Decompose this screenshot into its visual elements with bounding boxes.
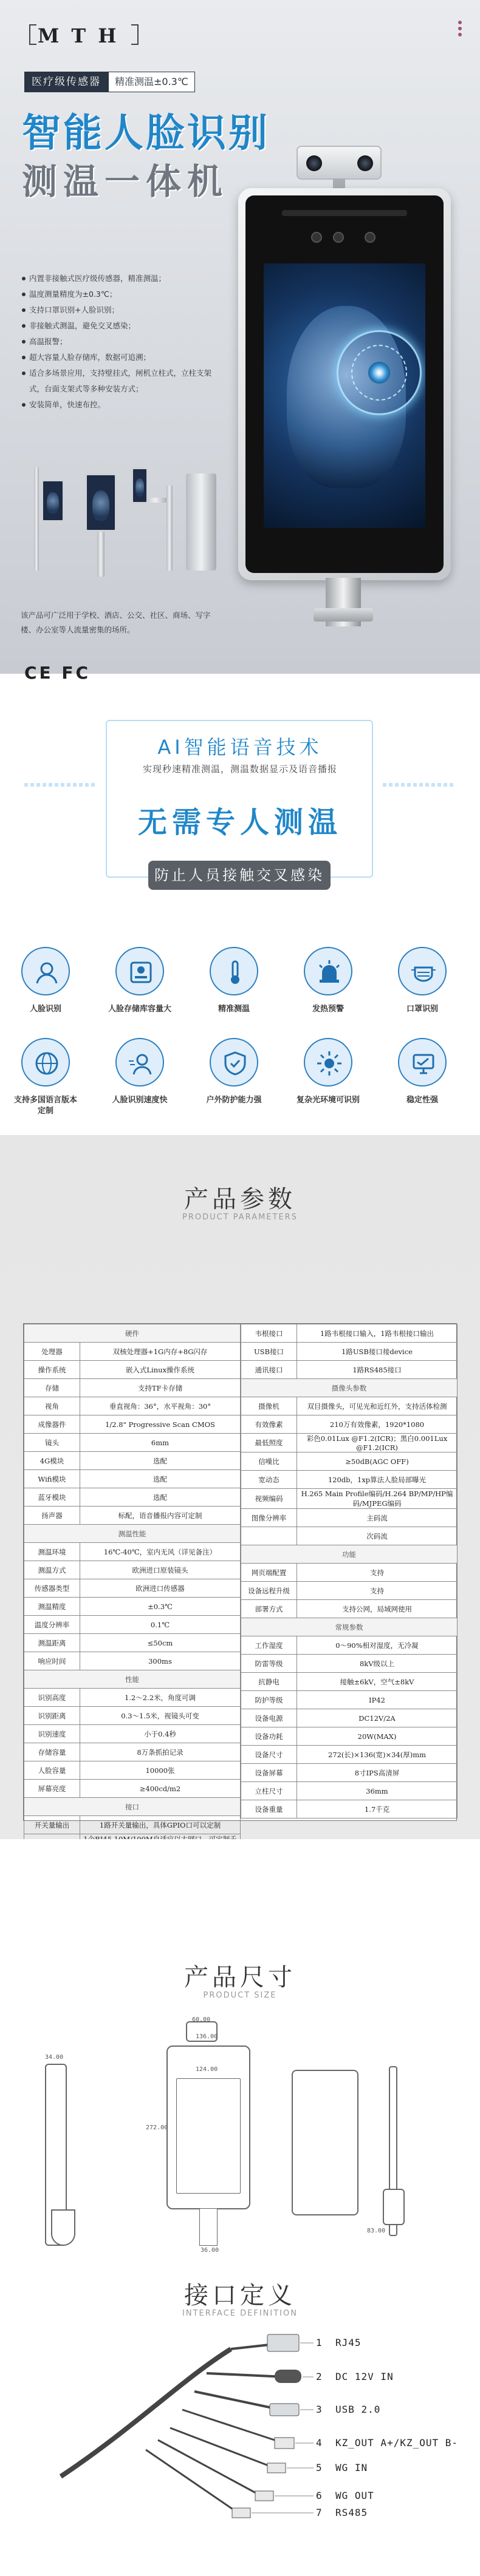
- param-value: 标配，语音播报内容可定制: [80, 1507, 241, 1525]
- feature-label: 人脸识别: [29, 1005, 61, 1014]
- param-row: [24, 1343, 241, 1361]
- param-row: [24, 1798, 241, 1816]
- param-row: [24, 1634, 241, 1652]
- param-key: 图像分辨率: [241, 1509, 297, 1527]
- param-row: [24, 1543, 241, 1561]
- feature-cell: [389, 947, 456, 1015]
- param-group-heading: 常规参数: [241, 1618, 458, 1636]
- param-key: 温度分辨率: [24, 1616, 80, 1634]
- param-key: 传感器类型: [24, 1579, 80, 1598]
- stability-icon: [410, 1050, 437, 1077]
- param-row: [241, 1782, 458, 1800]
- param-value: 8kV级以上: [297, 1655, 458, 1673]
- feature-cell: [12, 947, 79, 1015]
- dim-camera: 60.00: [192, 2016, 211, 2023]
- param-value: 210万有效像素，1920*1080: [297, 1415, 458, 1434]
- size-subtitle: PRODUCT SIZE: [203, 1991, 277, 2000]
- param-value: DC12V/2A: [297, 1709, 458, 1727]
- param-row: [24, 1361, 241, 1379]
- param-value: 16℃-40℃，室内无风（详见备注）: [80, 1543, 241, 1561]
- param-row: [241, 1691, 458, 1709]
- port-label: DC 12V IN: [335, 2371, 394, 2382]
- param-row: [241, 1379, 458, 1397]
- param-value: 选配: [80, 1452, 241, 1470]
- feature-item: 适合多场景应用，支持壁挂式，闸机立柱式，立柱支架式，台面支架式等多种安装方式；: [21, 365, 221, 397]
- param-row: [24, 1725, 241, 1743]
- param-value: 双目摄像头，可见光和近红外，支持活体检测: [297, 1397, 458, 1415]
- param-value: 8寸IPS高清屏: [297, 1764, 458, 1782]
- feature-label: 户外防护能力强: [206, 1096, 262, 1105]
- param-key: 4G模块: [24, 1452, 80, 1470]
- param-key: 防护等级: [241, 1691, 297, 1709]
- feature-item: 非接触式测温，避免交叉感染；: [21, 318, 221, 334]
- param-group-heading: 摄像头参数: [241, 1379, 458, 1397]
- dim-screen-width: 124.00: [196, 2066, 218, 2073]
- param-value: 欧洲进口传感器: [80, 1579, 241, 1598]
- param-value: 次码流: [297, 1527, 458, 1545]
- fast-recognition-icon: [128, 1050, 154, 1077]
- feature-cell: [12, 1038, 79, 1117]
- param-row: [24, 1652, 241, 1670]
- feature-item: 温度测量精度为±0.3℃；: [21, 286, 221, 302]
- param-row: [24, 1816, 241, 1834]
- no-staff-headline: 无需专人测温: [137, 805, 342, 839]
- voice-subtitle-line: 实现秒速精准测温，测温数据显示及语音播报: [142, 764, 337, 774]
- param-key: 韦根接口: [241, 1324, 297, 1343]
- param-row: [24, 1579, 241, 1598]
- param-value: 1路USB接口接device: [297, 1343, 458, 1361]
- param-row: [24, 1488, 241, 1507]
- desk-mount-device: [131, 467, 148, 504]
- brand-bracket-right: [131, 24, 139, 45]
- feature-label: 口罩识别: [406, 1005, 438, 1014]
- port-number: 4: [316, 2437, 322, 2449]
- param-row: [24, 1452, 241, 1470]
- param-value: 10000张: [80, 1761, 241, 1780]
- param-value: 300ms: [80, 1652, 241, 1670]
- param-key: 操作系统: [24, 1361, 80, 1379]
- pole-stand: [97, 528, 105, 577]
- param-key: 最低照度: [241, 1434, 297, 1452]
- param-row: [241, 1509, 458, 1527]
- brand-bracket-left: [29, 24, 36, 45]
- param-key: 成像器件: [24, 1415, 80, 1434]
- param-value: 6mm: [80, 1434, 241, 1452]
- param-value: 垂直视角：36°，水平视角：30°: [80, 1397, 241, 1415]
- param-key: 设备屏幕: [241, 1764, 297, 1782]
- feature-cell: [106, 947, 173, 1015]
- port-number: 6: [316, 2490, 322, 2501]
- param-row: [241, 1727, 458, 1746]
- param-row: [24, 1598, 241, 1616]
- param-row: [241, 1489, 458, 1509]
- feature-cell: [295, 1038, 362, 1106]
- param-group-heading: 硬件: [24, 1324, 241, 1343]
- param-key: [241, 1527, 297, 1545]
- param-key: 扬声器: [24, 1507, 80, 1525]
- ir-sensor-icon: [311, 232, 322, 243]
- feature-icon-grid: [0, 935, 480, 1135]
- port-label: WG OUT: [335, 2490, 374, 2501]
- feature-item: 支持口罩识别+人脸识别；: [21, 302, 221, 318]
- port-number: 7: [316, 2507, 322, 2518]
- param-key: 视角: [24, 1397, 80, 1415]
- param-key: 测温精度: [24, 1598, 80, 1616]
- param-value: 20W(MAX): [297, 1727, 458, 1746]
- param-row: [241, 1545, 458, 1564]
- dim-height: 272.00: [146, 2124, 168, 2131]
- param-key: 存储: [24, 1379, 80, 1397]
- param-row: [241, 1564, 458, 1582]
- param-key: 测温方式: [24, 1561, 80, 1579]
- params-table-right: [241, 1324, 458, 1818]
- param-row: [241, 1361, 458, 1379]
- param-row: [24, 1616, 241, 1634]
- ai-voice-section: [0, 698, 480, 941]
- param-key: 识别速度: [24, 1725, 80, 1743]
- param-row: [241, 1343, 458, 1361]
- feature-cell: [201, 1038, 267, 1106]
- param-value: 支持: [297, 1582, 458, 1600]
- feature-item: 超大容量人脸存储库，数据可追溯；: [21, 350, 221, 365]
- param-value: 272(长)×136(宽)×34(厚)mm: [297, 1746, 458, 1764]
- param-key: 开关量输出: [24, 1816, 80, 1834]
- port-label: USB 2.0: [335, 2404, 381, 2415]
- anti-infection-badge: 防止人员接触交叉感染: [148, 861, 331, 890]
- ports-section: [0, 2258, 480, 2576]
- param-row: [241, 1434, 458, 1452]
- ports-subtitle: INTERFACE DEFINITION: [182, 2309, 298, 2318]
- port-label: KZ_OUT A+/KZ_OUT B-: [335, 2437, 459, 2449]
- port-number: 1: [316, 2337, 322, 2348]
- camera-lens-icon: [357, 155, 373, 171]
- wave-decoration: [383, 783, 456, 787]
- param-value: 支持公网，局域网使用: [297, 1600, 458, 1618]
- outdoor-protection-icon: [222, 1050, 249, 1077]
- param-key: 响应时间: [24, 1652, 80, 1670]
- ir-sensor-icon: [333, 232, 344, 243]
- param-key: 屏幕亮度: [24, 1780, 80, 1798]
- param-key: 识别高度: [24, 1689, 80, 1707]
- voice-title: AI智能语音技术: [157, 736, 323, 759]
- feature-item: 内置非接触式医疗级传感器，精准测温；: [21, 271, 221, 286]
- param-value: 120db，1xp算法人脸局部曝光: [297, 1471, 458, 1489]
- params-table: [23, 1323, 457, 1829]
- hero-subtitle: 测温一体机: [22, 161, 229, 202]
- back-view-drawing: [292, 2070, 358, 2215]
- size-section: [0, 1839, 480, 2252]
- param-row: [24, 1761, 241, 1780]
- param-row: [241, 1673, 458, 1691]
- param-key: 存储容量: [24, 1743, 80, 1761]
- param-key: 测温环境: [24, 1543, 80, 1561]
- feature-cell: [106, 1038, 173, 1106]
- param-group-heading: 功能: [241, 1545, 458, 1564]
- param-key: 有效像素: [241, 1415, 297, 1434]
- param-row: [24, 1780, 241, 1798]
- param-key: 摄像机: [241, 1397, 297, 1415]
- feature-list: [21, 271, 221, 413]
- camera-lens-icon: [306, 155, 322, 171]
- param-key: 处理器: [24, 1343, 80, 1361]
- param-value: 选配: [80, 1488, 241, 1507]
- param-value: ≥50dB(AGC OFF): [297, 1452, 458, 1471]
- multi-language-icon: [33, 1050, 60, 1077]
- param-key: USB接口: [241, 1343, 297, 1361]
- device-body: [238, 188, 451, 580]
- feature-cell: [201, 947, 267, 1015]
- size-title: 产品尺寸: [184, 1964, 296, 1991]
- param-value: 1.2～2.2米，角度可调: [80, 1689, 241, 1707]
- param-key: 宽动态: [241, 1471, 297, 1489]
- port-label: RS485: [335, 2507, 368, 2518]
- param-row: [24, 1507, 241, 1525]
- bracket-clamp-drawing: [383, 2189, 405, 2225]
- param-value: H.265 Main Profile编码/H.264 BP/MP/HP编码/MJPEG编码: [297, 1489, 458, 1509]
- ports-title: 接口定义: [184, 2282, 296, 2310]
- param-row: [24, 1415, 241, 1434]
- param-row: [24, 1689, 241, 1707]
- feature-item: 高温报警；: [21, 334, 221, 350]
- param-row: [241, 1324, 458, 1343]
- iris-icon: [368, 362, 390, 384]
- feature-label: 精准测温: [218, 1005, 250, 1014]
- param-group-heading: 测温性能: [24, 1525, 241, 1543]
- param-row: [241, 1415, 458, 1434]
- params-title: 产品参数: [184, 1185, 296, 1213]
- param-row: [241, 1471, 458, 1489]
- param-value: 0～90%相对湿度，无冷凝: [297, 1636, 458, 1655]
- param-key: 部署方式: [241, 1600, 297, 1618]
- param-key: 视频编码: [241, 1489, 297, 1509]
- param-value: 1路开关量输出，具体GPIO口可以定制: [80, 1816, 241, 1834]
- param-group-heading: 接口: [24, 1798, 241, 1816]
- param-value: 8万条抓拍记录: [80, 1743, 241, 1761]
- param-key: 蓝牙模块: [24, 1488, 80, 1507]
- face-storage-icon: [128, 959, 154, 986]
- wave-decoration: [24, 783, 97, 787]
- param-key: 设备远程升级: [241, 1582, 297, 1600]
- param-row: [24, 1470, 241, 1488]
- param-key: 镜头: [24, 1434, 80, 1452]
- param-value: 1/2.8" Progressive Scan CMOS: [80, 1415, 241, 1434]
- param-row: [241, 1709, 458, 1727]
- param-value: ≥400cd/m2: [80, 1780, 241, 1798]
- install-variants-image: [24, 461, 231, 577]
- temp-sensor-icon: [365, 232, 375, 243]
- gate-pole: [166, 486, 173, 571]
- param-value: ±0.3℃: [80, 1598, 241, 1616]
- dim-thickness: 34.00: [45, 2054, 64, 2061]
- param-value: 嵌入式Linux操作系统: [80, 1361, 241, 1379]
- side-view-base: [51, 2209, 75, 2246]
- param-key: Wifi模块: [24, 1470, 80, 1488]
- param-value: IP42: [297, 1691, 458, 1709]
- feature-label: 稳定性强: [406, 1096, 438, 1105]
- floor-stand: [186, 473, 216, 571]
- param-key: 工作湿度: [241, 1636, 297, 1655]
- application-note: 该产品可广泛用于学校、酒店、公交、社区、商场、写字楼、办公室等人流量密集的场所。: [21, 611, 211, 634]
- param-value: 欧洲进口原装镜头: [80, 1561, 241, 1579]
- param-key: 设备功耗: [241, 1727, 297, 1746]
- param-row: [241, 1452, 458, 1471]
- param-value: 支持: [297, 1564, 458, 1582]
- voice-subtitle: [0, 761, 480, 777]
- feature-item: 安装简单，快速布控。: [21, 397, 221, 413]
- param-value: 接触±6kV，空气±8kV: [297, 1673, 458, 1691]
- feature-label: 发热预警: [312, 1005, 344, 1014]
- port-number: 3: [316, 2404, 322, 2415]
- feature-tag-row: [24, 72, 195, 92]
- port-label: WG IN: [335, 2462, 368, 2473]
- param-value: 主码流: [297, 1509, 458, 1527]
- param-key: 识别距离: [24, 1707, 80, 1725]
- binocular-camera: [297, 146, 382, 180]
- param-row: [24, 1561, 241, 1579]
- port-number: 5: [316, 2462, 322, 2473]
- param-key: 抗静电: [241, 1673, 297, 1691]
- more-menu-icon[interactable]: [457, 21, 463, 39]
- param-value: 1路RS485接口: [297, 1361, 458, 1379]
- param-row: [24, 1743, 241, 1761]
- param-row: [241, 1746, 458, 1764]
- param-row: [241, 1655, 458, 1673]
- feature-cell: [389, 1038, 456, 1106]
- param-row: [24, 1379, 241, 1397]
- param-row: [241, 1397, 458, 1415]
- param-row: [24, 1525, 241, 1543]
- param-key: 立柱尺寸: [241, 1782, 297, 1800]
- face-recognition-icon: [33, 959, 60, 986]
- param-value: 小于0.4秒: [80, 1725, 241, 1743]
- feature-label: 人脸识别速度快: [112, 1096, 168, 1105]
- param-row: [241, 1618, 458, 1636]
- dim-width: 136.00: [196, 2033, 218, 2040]
- param-row: [241, 1600, 458, 1618]
- param-value: 1路韦根接口输入，1路韦根接口输出: [297, 1324, 458, 1343]
- feature-label: 复杂光环境可识别: [296, 1096, 360, 1105]
- param-value: 彩色0.01Lux @F1.2(ICR)；黑白0.001Lux @F1.2(ICR): [297, 1434, 458, 1452]
- param-row: [24, 1707, 241, 1725]
- param-value: 支持TF卡存储: [80, 1379, 241, 1397]
- param-value: 0.3～1.5米，视镜头可变: [80, 1707, 241, 1725]
- param-key: 人脸容量: [24, 1761, 80, 1780]
- front-pole-drawing: [199, 2208, 218, 2246]
- param-value: 双核处理器+1G内存+8G闪存: [80, 1343, 241, 1361]
- thermometer-icon: [222, 959, 249, 986]
- dim-clamp: 83.00: [367, 2228, 386, 2234]
- param-key: 设备电源: [241, 1709, 297, 1727]
- front-screen-drawing: [176, 2078, 241, 2194]
- param-key: 防雷等级: [241, 1655, 297, 1673]
- hero-section: [0, 0, 480, 683]
- param-row: [24, 1434, 241, 1452]
- param-group-heading: 性能: [24, 1670, 241, 1689]
- device-screen: [264, 263, 425, 528]
- port-number: 2: [316, 2371, 322, 2382]
- mask-icon: [410, 959, 437, 986]
- wall-bracket: [34, 467, 39, 571]
- light-strip: [282, 210, 407, 216]
- cable-diagram: [0, 2258, 480, 2576]
- params-subtitle: PRODUCT PARAMETERS: [182, 1213, 298, 1222]
- hero-title: 智能人脸识别: [22, 111, 270, 156]
- accuracy-tag: 精准测温±0.3℃: [108, 72, 195, 92]
- feature-cell: [295, 947, 362, 1015]
- fever-alarm-icon: [316, 959, 343, 986]
- param-key: 设备尺寸: [241, 1746, 297, 1764]
- feature-label: 人脸存储库容量大: [108, 1005, 171, 1014]
- param-row: [24, 1324, 241, 1343]
- param-value: 0.1℃: [80, 1616, 241, 1634]
- param-row: [241, 1800, 458, 1818]
- param-value: 选配: [80, 1470, 241, 1488]
- dim-pole: 36.00: [201, 2247, 219, 2254]
- wall-mount-device: [41, 480, 64, 522]
- pole-mount-device: [85, 473, 117, 532]
- param-row: [241, 1636, 458, 1655]
- port-label: RJ45: [335, 2337, 362, 2348]
- param-row: [241, 1582, 458, 1600]
- params-table-left: [24, 1324, 241, 1854]
- param-row: [24, 1670, 241, 1689]
- param-key: 网页端配置: [241, 1564, 297, 1582]
- device-bezel: [245, 195, 444, 573]
- param-row: [241, 1527, 458, 1545]
- param-row: [24, 1397, 241, 1415]
- certification-logos: CE FC: [24, 663, 91, 683]
- sensor-tag: 医疗级传感器: [24, 72, 108, 92]
- feature-label: 支持多国语言版本定制: [13, 1096, 77, 1116]
- wide-dynamic-icon: [316, 1050, 343, 1077]
- pole-clamp: [314, 608, 373, 622]
- param-row: [241, 1764, 458, 1782]
- param-value: 36mm: [297, 1782, 458, 1800]
- param-key: 测温距离: [24, 1634, 80, 1652]
- param-key: 通讯接口: [241, 1361, 297, 1379]
- param-key: 信噪比: [241, 1452, 297, 1471]
- param-value: ≤50cm: [80, 1634, 241, 1652]
- brand-logo: MTH: [38, 24, 129, 47]
- param-key: 设备重量: [241, 1800, 297, 1818]
- param-value: 1.7千克: [297, 1800, 458, 1818]
